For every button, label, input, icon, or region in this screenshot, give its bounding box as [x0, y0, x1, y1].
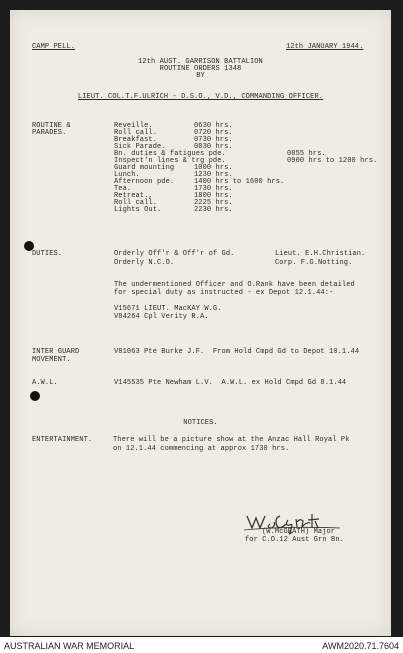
commanding-officer: LIEUT. COL.T.F.ULRICH - D.S.O., V.D., COMMANDING OFFICER. — [77, 93, 324, 101]
duty-role: Orderly N.C.O. — [114, 259, 175, 267]
duties-heading: DUTIES. — [32, 250, 63, 258]
signatory-name: (W.McGRATH) Major — [262, 528, 336, 536]
notices-heading: NOTICES. — [183, 419, 218, 427]
duty-role: Orderly Off'r & Off'r of Gd. — [114, 250, 235, 258]
routine-event: Tea. — [114, 185, 132, 193]
inter-guard-heading: INTER GUARD — [32, 348, 80, 356]
awl-heading: A.W.L. — [32, 379, 58, 387]
routine-event: Breakfast. — [114, 136, 158, 144]
routine-event: Roll call. — [114, 129, 158, 137]
entertainment-heading: ENTERTAINMENT. — [32, 436, 93, 444]
duty-person: Lieut. E.H.Christian. — [275, 250, 366, 258]
routine-extra: 0900 hrs to 1200 hrs. — [287, 157, 378, 165]
duty-person: Corp. F.G.Notting. — [275, 259, 353, 267]
document-sheet — [10, 10, 391, 636]
routine-heading: ROUTINE & — [32, 122, 71, 130]
notice-text: on 12.1.44 commencing at approx 1730 hrs. — [113, 445, 290, 453]
location: CAMP PELL. — [32, 43, 76, 51]
routine-time: 0630 hrs. — [194, 122, 233, 130]
routine-event: Roll call. — [114, 199, 158, 207]
routine-extra: 0855 hrs. — [287, 150, 326, 158]
routine-time: 1000 hrs. — [194, 164, 233, 172]
routine-time: 0720 hrs. — [194, 129, 233, 137]
routine-event: Inspect'n lines & trg pde. — [114, 157, 226, 165]
routine-time: 2230 hrs. — [194, 206, 233, 214]
special-duty-person: V15671 LIEUT. MacKAY W.G. — [114, 305, 222, 313]
archive-name: AUSTRALIAN WAR MEMORIAL — [4, 641, 135, 651]
punch-hole — [30, 391, 40, 401]
date: 12th JANUARY 1944. — [286, 43, 364, 51]
routine-time: 1400 hrs to 1600 hrs. — [194, 178, 285, 186]
routine-time: 0830 hrs. — [194, 143, 233, 151]
routine-event: Lunch. — [114, 171, 140, 179]
special-duty-person: V84264 Cpl Verity R.A. — [114, 313, 209, 321]
special-duty-text: The undermentioned Officer and O.Rank have been detailed — [114, 281, 355, 289]
special-duty-text: for special duty as instructed - ex Depot 12.1.44:- — [114, 289, 334, 297]
movement-heading: MOVEMENT. — [32, 356, 71, 364]
routine-event: Retreat., — [114, 192, 153, 200]
routine-time: 1230 hrs. — [194, 171, 233, 179]
routine-event: Lights Out. — [114, 206, 162, 214]
archive-footer — [0, 637, 403, 653]
by-label: BY — [196, 72, 205, 80]
inter-guard-entry: V81063 Pte Burke J.F. From Hold Cmpd Gd to Depot 10.1.44 — [114, 348, 360, 356]
routine-time: 0730 hrs. — [194, 136, 233, 144]
orders-title: ROUTINE ORDERS 1348 — [159, 65, 242, 73]
routine-event: Guard mounting — [114, 164, 175, 172]
routine-event: Bn. duties & fatigues pde. — [114, 150, 226, 158]
notice-text: There will be a picture show at the Anzac Hall Royal Pk — [113, 436, 350, 444]
routine-event: Reveille. — [114, 122, 153, 130]
signatory-role: for C.O.12 Aust Grn Bn. — [245, 536, 344, 544]
routine-time: 1800 hrs. — [194, 192, 233, 200]
routine-event: Sick Parade. — [114, 143, 166, 151]
routine-time: 2225 hrs. — [194, 199, 233, 207]
archive-id: AWM2020.71.7604 — [322, 641, 399, 651]
awl-entry: V145535 Pte Newham L.V. A.W.L. ex Hold Cmpd Gd 8.1.44 — [114, 379, 347, 387]
routine-time: 1730 hrs. — [194, 185, 233, 193]
unit-title: 12th AUST. GARRISON BATTALION — [138, 58, 263, 66]
routine-event: Afternoon pde. — [114, 178, 175, 186]
parades-heading: PARADES. — [32, 129, 67, 137]
